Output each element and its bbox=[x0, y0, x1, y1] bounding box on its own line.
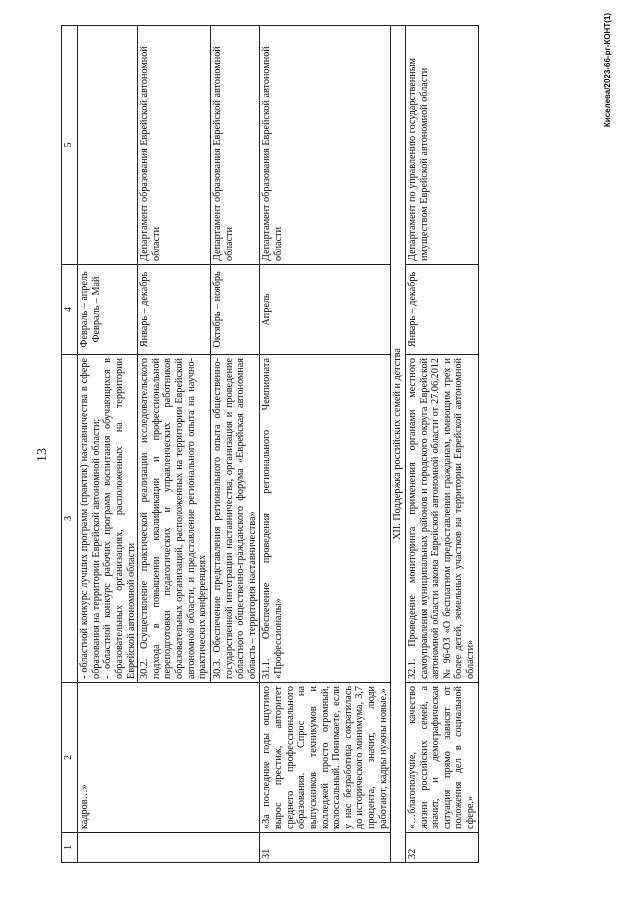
header-col-2: 2 bbox=[62, 683, 78, 833]
action-cell: 30.3. Обеспечение представления регионального опыта общественно-государственной интеграции наставничества, организация и проведение областного общественно-гражданского форума «Еврейская автономная область – территория наставничества» bbox=[210, 355, 260, 683]
table-row bbox=[260, 26, 391, 863]
quote-cell: «За последние годы ощутимо вырос престиж, авторитет среднего профессионального образования. Спрос на выпускников техникумов и колледжей просто огромный, колоссальный. Понимаете, если у нас безработица сократилась до исторического минимума, 3,7 процента, значит, люди работают, кадры нужны новые.» bbox=[260, 683, 391, 833]
responsible-cell bbox=[78, 26, 138, 265]
page-number: 13 bbox=[35, 448, 50, 462]
term-cell bbox=[78, 265, 138, 355]
responsible-cell: Департамент образования Еврейской автономной области bbox=[260, 26, 391, 265]
term-item: Февраль – Май bbox=[90, 276, 102, 343]
action-item: - областной конкурс лучших программ (практик) наставничества в сфере образования на территории Еврейской автономной области; bbox=[79, 358, 102, 679]
term-item: Февраль – апрель bbox=[79, 271, 90, 348]
responsible-cell: Департамент образования Еврейской автономной области bbox=[138, 26, 211, 265]
action-cell: 32.1. Проведение мониторинга применения органами местного самоуправления муниципальных районов и городского округа Еврейской автономной области закона Еврейской автономной области от 27.06.2012 № 96-ОЗ «О бесплатном предоставлении гражданам, имеющим трех и более детей, земельных участков на территории Еврейской автономной области» bbox=[405, 355, 478, 683]
footer-document-code: Киселева/2023-66-рг-КОНТ(1) bbox=[603, 13, 612, 128]
term-cell: Январь – декабрь bbox=[138, 265, 211, 355]
header-col-5: 5 bbox=[62, 26, 78, 265]
term-cell: Октябрь – ноябрь bbox=[210, 265, 260, 355]
term-cell: Январь – декабрь bbox=[405, 265, 478, 355]
term-cell: Апрель bbox=[260, 265, 391, 355]
row-number: 32 bbox=[405, 833, 478, 863]
table-row bbox=[78, 26, 138, 863]
header-col-4: 4 bbox=[62, 265, 78, 355]
quote-cell: кадров…» bbox=[78, 683, 260, 833]
action-item: - областной конкурс рабочих программ воспитания обучающихся в образовательных организациях, расположенных на территории Еврейской автономной области bbox=[102, 358, 137, 679]
section-row bbox=[391, 26, 406, 863]
table-row bbox=[405, 26, 478, 863]
responsible-cell: Департамент образования Еврейской автономной области bbox=[210, 26, 260, 265]
header-row bbox=[62, 26, 78, 863]
header-col-1: 1 bbox=[62, 833, 78, 863]
action-cell: 31.1. Обеспечение проведения регионального Чемпионата «Профессионалы» bbox=[260, 355, 391, 683]
quote-cell: «…благополучие, качество жизни российских семей, а значит, и демографическая ситуация прямо зависят от положения дел в социальной сфере.» bbox=[405, 683, 478, 833]
row-number: 31 bbox=[260, 833, 391, 863]
row-number bbox=[78, 833, 260, 863]
action-cell bbox=[78, 355, 138, 683]
responsible-cell: Департамент по управлению государственным имуществом Еврейской автономной области bbox=[405, 26, 478, 265]
header-col-3: 3 bbox=[62, 355, 78, 683]
action-cell: 30.2. Осуществление практической реализации исследовательского подхода в повышении квалификации и профессиональной переподготовки педагогических и управленческих работников образовательных организаций, расположенных на территории Еврейской автономной области, и представление регионального опыта на научно-практических конференциях bbox=[138, 355, 211, 683]
section-heading: XII. Поддержка российских семей и детства bbox=[391, 26, 406, 863]
plan-table bbox=[61, 25, 479, 863]
